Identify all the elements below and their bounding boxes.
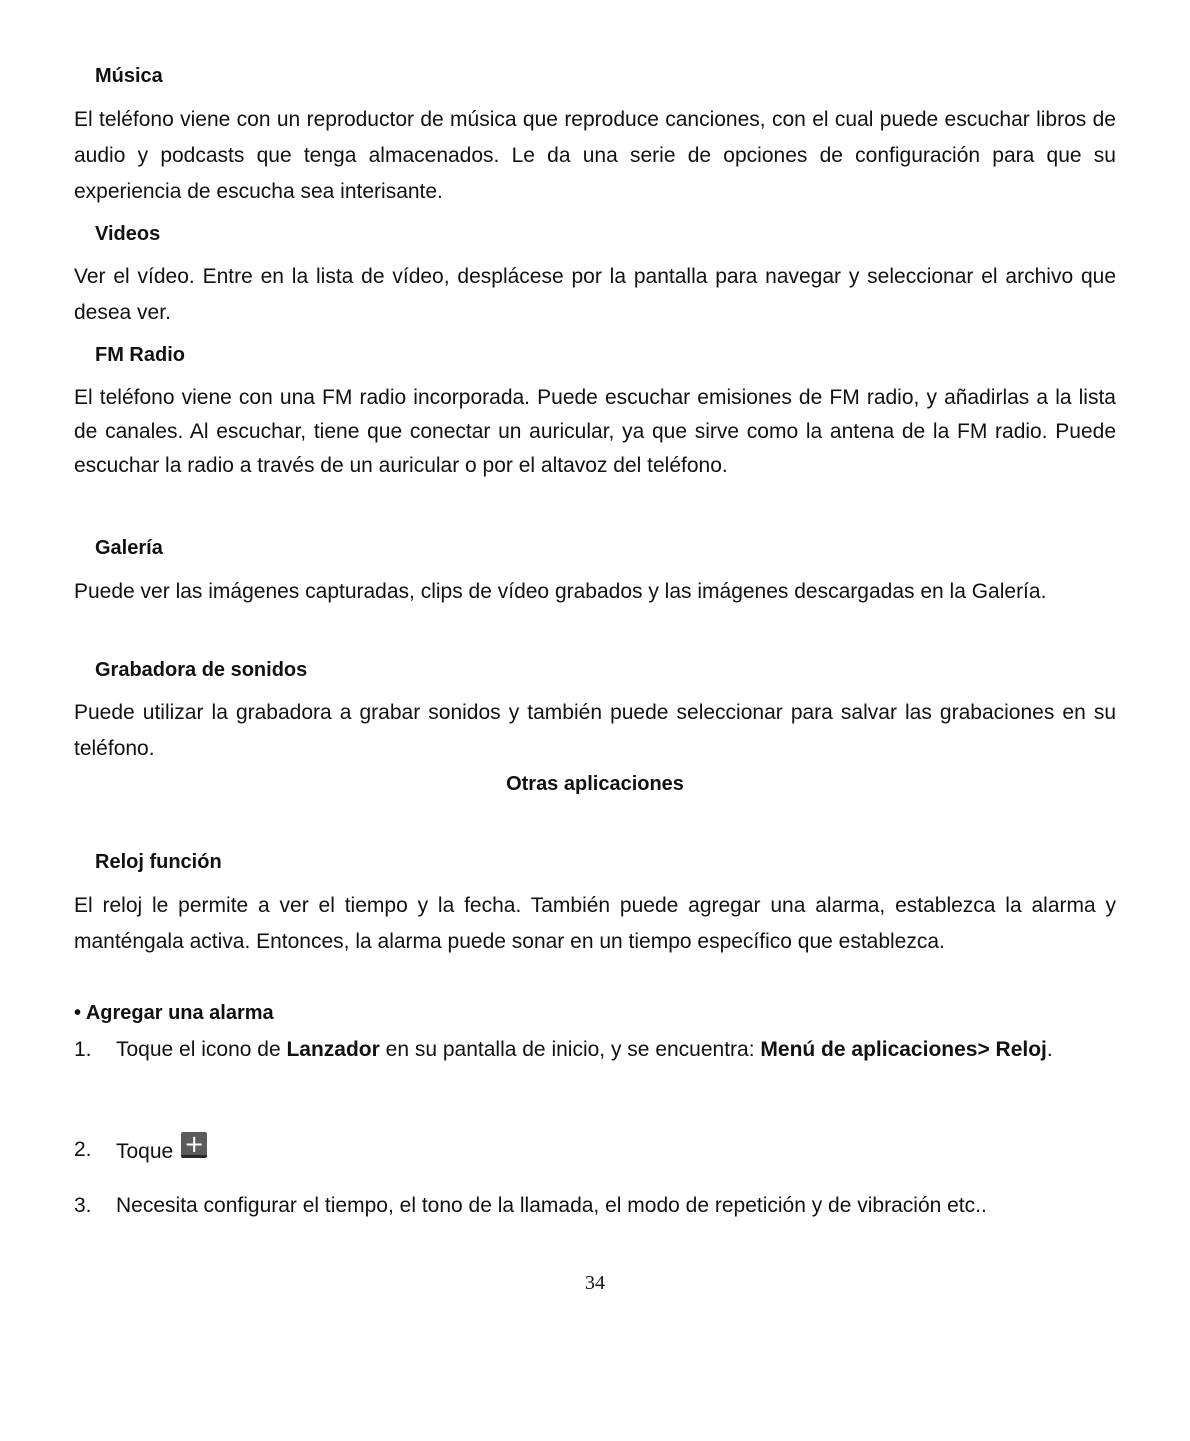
list-text xyxy=(116,1032,1116,1068)
paragraph-videos: Ver el vídeo. Entre en la lista de vídeo, desplácese por la pantalla para navegar y seleccionar el archivo que desea ver. xyxy=(74,265,1116,324)
list-number: 3. xyxy=(74,1194,92,1217)
paragraph-reloj: El reloj le permite a ver el tiempo y la fecha. También puede agregar una alarma, establezca la alarma y manténgala activa. Entonces, la alarma puede sonar en un tiempo específico que establezca. xyxy=(74,894,1116,953)
page-number: 34 xyxy=(585,1272,605,1294)
list-text xyxy=(116,1132,1116,1170)
plus-icon: + xyxy=(181,1132,207,1158)
list-number: 1. xyxy=(74,1038,92,1061)
section-title-otras-aplicaciones: Otras aplicaciones xyxy=(506,773,684,795)
paragraph-grabadora: Puede utilizar la grabadora a grabar sonidos y también puede seleccionar para salvar las grabaciones en su teléfono. xyxy=(74,701,1116,760)
paragraph-galeria: Puede ver las imágenes capturadas, clips de vídeo grabados y las imágenes descargadas en la Galería. xyxy=(74,580,1047,603)
heading-musica: Música xyxy=(95,65,163,87)
heading-videos: Videos xyxy=(95,223,161,245)
bullet-title-agregar-alarma: • Agregar una alarma xyxy=(74,1002,274,1024)
step-text: . xyxy=(1046,1038,1053,1061)
paragraph-fm-radio: El teléfono viene con una FM radio incorporada. Puede escuchar emisiones de FM radio, y añadirlas a la lista de canales. Al escuchar, tiene que conectar un auricular, ya que sirve como la antena de la FM radio. Puede escuchar la radio a través de un auricular o por el altavoz del teléfono. xyxy=(74,386,1116,477)
heading-fm-radio: FM Radio xyxy=(95,344,185,366)
step-text: Toque el icono de xyxy=(116,1038,287,1061)
step-text: Toque xyxy=(116,1140,174,1163)
step-text: en su pantalla de inicio, y se encuentra: xyxy=(379,1038,761,1061)
heading-reloj: Reloj función xyxy=(95,851,222,873)
paragraph-musica: El teléfono viene con un reproductor de música que reproduce canciones, con el cual puede escuchar libros de audio y podcasts que tenga almacenados. Le da una serie de opciones de configuración para que su experiencia de escucha sea interisante. xyxy=(74,108,1116,203)
step-bold-text: Menú de aplicaciones> Reloj xyxy=(760,1038,1047,1061)
list-text: Necesita configurar el tiempo, el tono de la llamada, el modo de repetición y de vibración etc.. xyxy=(116,1194,987,1217)
step-bold-text: Lanzador xyxy=(286,1038,380,1061)
heading-grabadora: Grabadora de sonidos xyxy=(95,659,308,681)
list-number: 2. xyxy=(74,1138,92,1161)
heading-galeria: Galería xyxy=(95,537,163,559)
